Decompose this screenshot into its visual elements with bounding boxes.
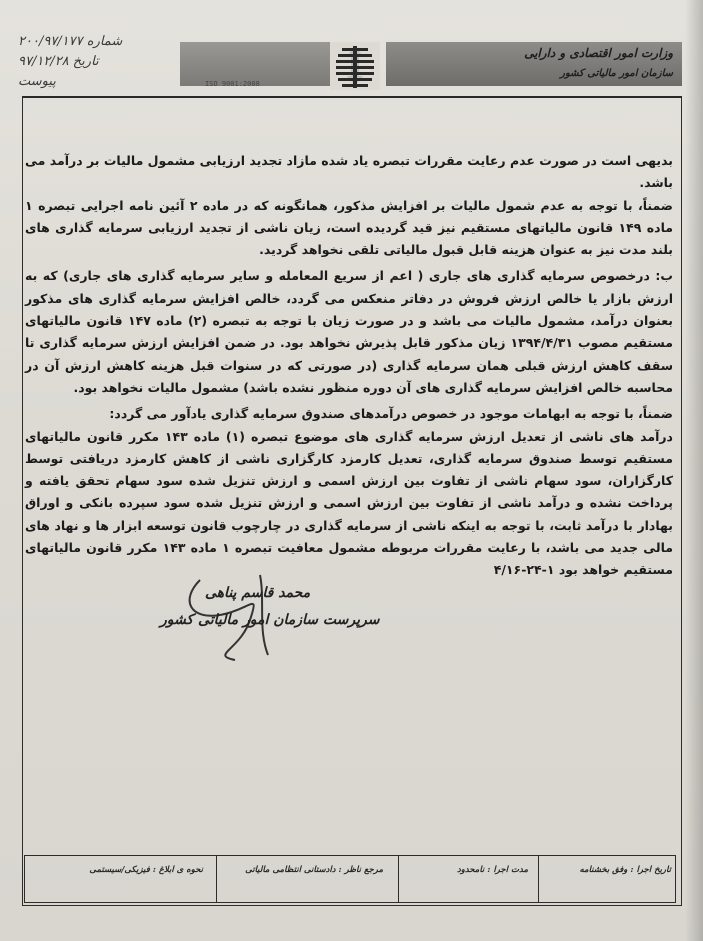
paragraph-3: ب: درخصوص سرمایه گذاری های جاری ( اعم از سریع المعامله و سایر سرمایه گذاری های جاری) که به ارزش بازار یا خالص ارزش فروش در دفاتر منعکس می گردد، خالص افزایش سرمایه گذاری های مذکور بعنوان درآمد، مشمول مالیات می باشد و در صورت زیان با توجه به تبصره (۲) ماده ۱۴۷ قانون مالیاتهای مستقیم مصوب ۱۳۹۴/۴/۳۱ زیان مذکور قابل پذیرش نخواهد بود. در ضمن افزایش ارزش سرمایه گذاری تا سقف کاهش ارزش قبلی همان سرمایه گذاری (در صورتی که در سنوات قبل هزینه کاهش ارزش آن در محاسبه خالص افزایش سرمایه گذاری های آن دوره منظور نشده باشد) مشمول مالیات نخواهد بود.	[25, 268, 673, 395]
iran-emblem-icon	[330, 42, 380, 90]
paragraph-4: ضمناً، با توجه به ابهامات موجود در خصوص درآمدهای صندوق سرمایه گذاری یادآور می گردد:	[109, 406, 673, 422]
paragraph-5-text: درآمد های ناشی از تعدیل ارزش سرمایه گذاری های موضوع تبصره (۱) ماده ۱۴۳ مکرر قانون مالیاتهای مستقیم توسط صندوق سرمایه گذاری، تعدیل کارمزد کارگزاری ناشی از کاهش کارمزد دریافتی توسط کارگزاران، سود سهام ناشی از تفاوت بین ارزش اسمی و ارزش تنزیل شده سود سهام تحقق یافته و پرداخت نشده و درآمد ناشی از تفاوت بین ارزش اسمی و ارزش تنزیل شده سود سپرده بانکی و اوراق بهادار با درآمد ثابت، با توجه به اینکه ناشی از سرمایه گذاری در چارچوب قانون توسعه ابزار ها و نهاد های مالی جدید می باشد، با رعایت مقررات مربوطه مشمول معافیت تبصره ۱ ماده ۱۴۳ مکرر قانون مالیاتهای مستقیم خواهد بود	[25, 428, 673, 578]
page-shadow	[685, 0, 703, 941]
letter-date: تاریخ ۹۷/۱۲/۲۸	[18, 54, 99, 69]
iso-label: ISO 9001:2008	[205, 80, 260, 88]
letter-meta	[18, 32, 138, 92]
header-divider	[22, 96, 682, 98]
paragraph-5	[25, 426, 673, 582]
footer-notification: نحوه ی ابلاغ : فیزیکی/سیستمی	[89, 865, 203, 875]
footer-divider	[538, 855, 539, 903]
paragraph-1: بدیهی است در صورت عدم رعایت مقررات تبصره یاد شده مازاد تجدید ارزیابی مشمول مالیات بر درآمد می باشد.	[25, 153, 673, 191]
paragraph-2: ضمناً، با توجه به عدم شمول مالیات بر افزایش مذکور، همانگونه که در ماده ۲ آئین نامه اجرایی تبصره ۱ ماده ۱۴۹ قانون مالیاتهای مستقیم نیز قید گردیده است، زیان ناشی از تجدید ارزیابی سرمایه گذاری های بلند مدت نیز به عنوان هزینه قابل قبول مالیاتی تلقی نخواهد گردید.	[25, 197, 673, 258]
ministry-name: وزارت امور اقتصادی و دارایی	[524, 46, 673, 60]
letter-attachment: پیوست	[18, 74, 56, 89]
footer-reference: مرجع ناظر : دادستانی انتظامی مالیاتی	[245, 865, 383, 875]
reference-code: ۱-۲۴-۴/۱۶	[493, 562, 555, 578]
letter-body	[25, 150, 673, 582]
footer-divider	[216, 855, 217, 903]
footer-table	[0, 855, 703, 915]
letter-number: شماره ۲۰۰/۹۷/۱۷۷	[18, 34, 123, 49]
footer-duration: مدت اجرا : نامحدود	[456, 865, 528, 875]
signatory-title: سرپرست سازمان امور مالیاتی کشور	[160, 612, 380, 628]
organization-name: سازمان امور مالیاتی کشور	[560, 68, 673, 79]
footer-divider	[398, 855, 399, 903]
footer-box	[24, 855, 676, 903]
signatory-name: محمد قاسم پناهی	[205, 585, 311, 601]
footer-execution-date: تاریخ اجرا : وفق بخشنامه	[579, 865, 671, 875]
